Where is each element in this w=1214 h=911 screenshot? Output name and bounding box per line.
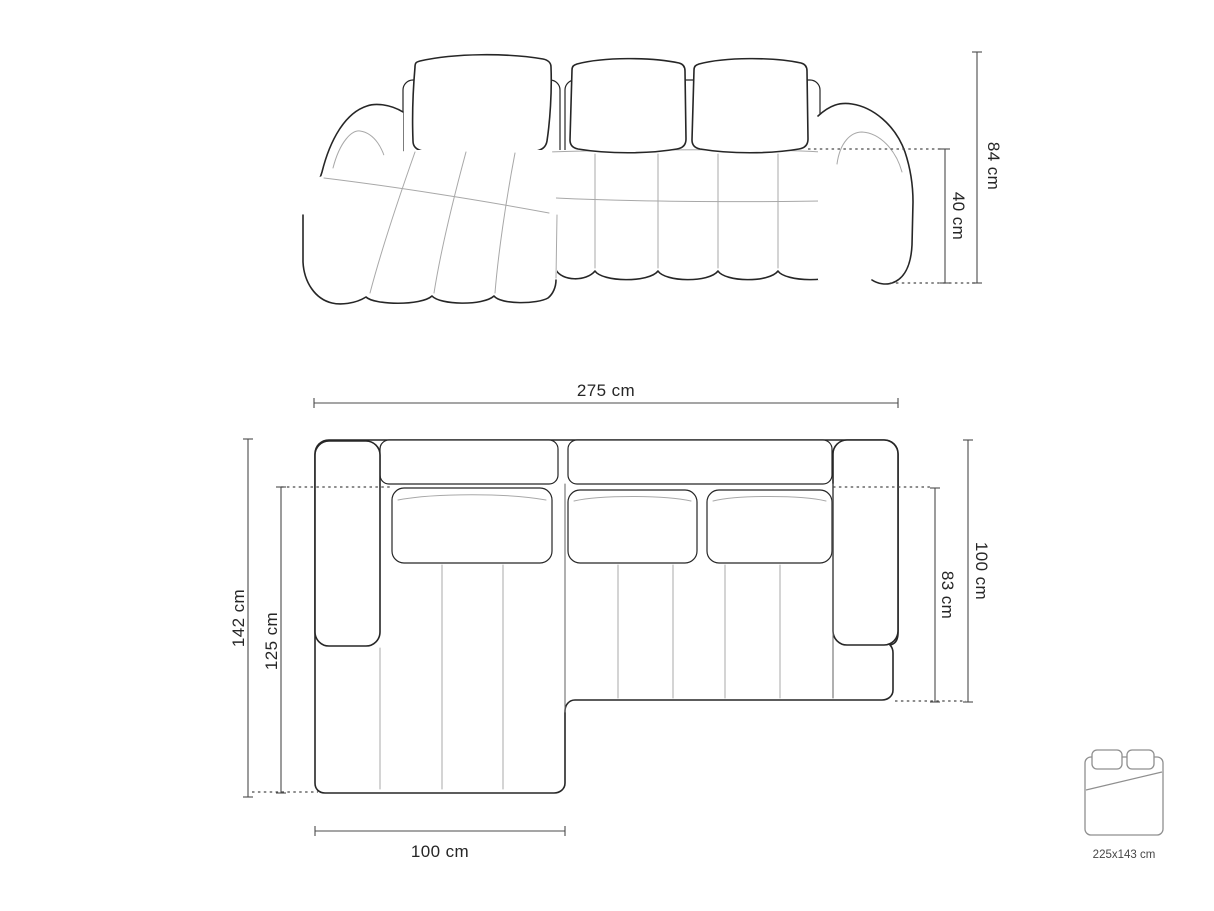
top-view-sofa — [229, 381, 991, 861]
plan-dimension-overall-width — [314, 381, 898, 408]
plan-dimension-chaise-width — [315, 826, 565, 861]
front-back-cushion-1 — [413, 55, 552, 156]
plan-left-arm — [315, 441, 380, 646]
front-dimension-overall-height — [972, 52, 1003, 283]
plan-seat-depth-label: 83 cm — [938, 570, 957, 620]
plan-back-panel-left — [380, 440, 558, 484]
front-view-sofa — [302, 52, 1003, 306]
plan-chaise-width-label: 100 cm — [410, 842, 470, 861]
front-seat-height-label: 40 cm — [949, 191, 968, 241]
plan-seat-cushion-1 — [392, 488, 552, 563]
plan-chaise-inner-length-label: 125 cm — [262, 611, 281, 671]
sleeping-area-size-label: 225x143 cm — [1092, 849, 1156, 861]
front-back-cushion-2 — [570, 59, 686, 153]
plan-depth-with-chaise-label: 142 cm — [229, 588, 248, 648]
front-overall-height-label: 84 cm — [984, 141, 1003, 191]
front-dimension-seat-height — [940, 149, 968, 283]
plan-overall-depth-label: 100 cm — [972, 541, 991, 601]
sleeping-area-icon — [1085, 750, 1163, 861]
bed-pillow-left-icon — [1092, 750, 1122, 769]
plan-dimension-overall-depth — [963, 440, 991, 702]
plan-overall-width-label: 275 cm — [576, 381, 636, 400]
front-right-arm — [818, 103, 913, 284]
plan-dimension-depth-with-chaise — [229, 439, 253, 797]
plan-right-arm — [833, 440, 898, 645]
plan-dimension-chaise-inner-length — [262, 487, 286, 793]
front-back-cushion-3 — [692, 59, 808, 153]
plan-dimension-seat-depth — [930, 488, 957, 702]
plan-seat-cushion-2 — [568, 490, 697, 563]
bed-pillow-right-icon — [1127, 750, 1154, 769]
plan-back-panel-right — [568, 440, 832, 484]
plan-seat-cushion-3 — [707, 490, 832, 563]
front-chaise — [302, 150, 557, 306]
